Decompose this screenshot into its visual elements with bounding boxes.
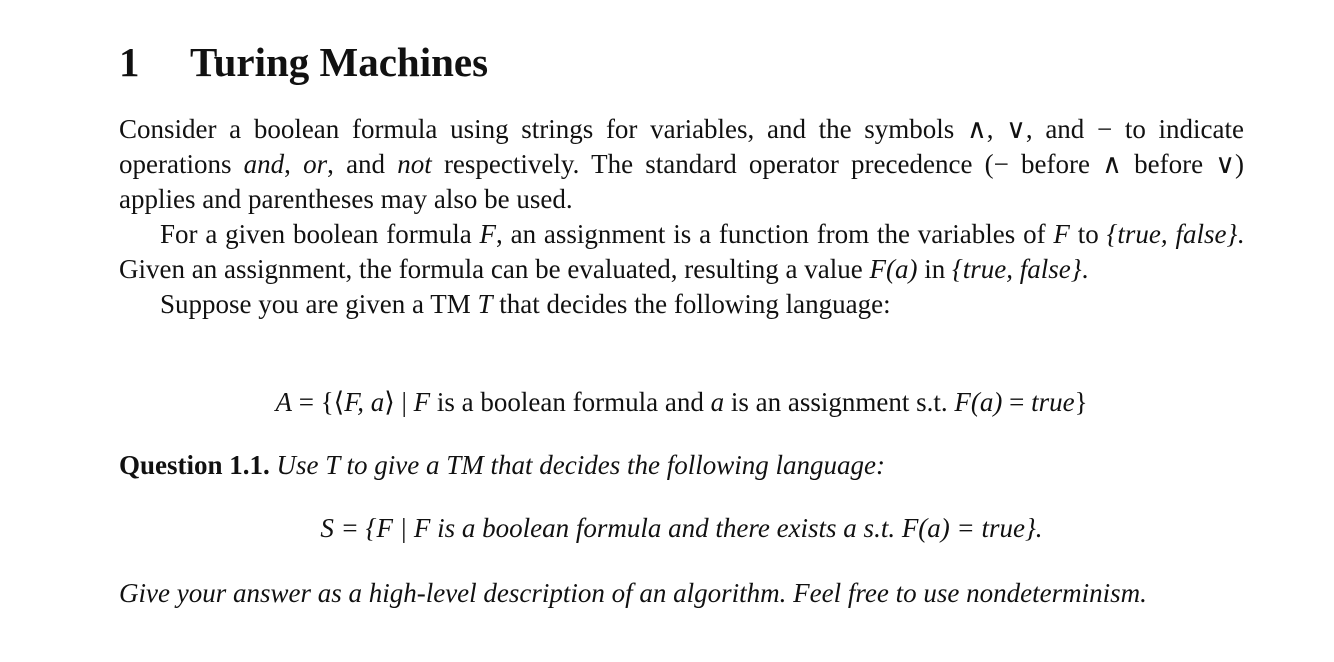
- language-A-equation: [119, 385, 1244, 420]
- equation-part: is an assignment s.t.: [724, 387, 955, 417]
- assignment-paragraph: [119, 217, 1244, 287]
- and-word: and: [243, 149, 285, 179]
- intro-body: [119, 112, 1244, 322]
- assignment-text: .: [1081, 254, 1089, 284]
- intro-separator: ,: [284, 149, 304, 179]
- question-statement: [119, 448, 1244, 483]
- instructions-text: Give your answer as a high-level description of an algorithm. Feel free to use nondeterminism.: [119, 578, 1147, 608]
- section-heading: [119, 38, 488, 86]
- language-S-text: S = {F | F is a boolean formula and there exists a s.t. F(a) = true}.: [320, 513, 1043, 543]
- intro-text: Consider a boolean formula using strings for variables, and the symbols ∧, ∨, and − to indicate operations: [119, 114, 1244, 179]
- intro-text: respectively. The standard operator precedence (− before ∧ before ∨) applies and parentheses may also be used.: [119, 149, 1244, 214]
- equation-part: is a boolean formula and: [430, 387, 711, 417]
- question-text: Use T to give a TM that decides the following language:: [276, 450, 885, 480]
- math-F: F: [1053, 219, 1070, 249]
- question-label: Question 1.1.: [119, 450, 270, 480]
- tm-paragraph: [119, 287, 1244, 322]
- math-F-of-a: F(a): [954, 387, 1003, 417]
- tm-text: that decides the following language:: [492, 289, 891, 319]
- intro-paragraph: [119, 112, 1244, 217]
- math-a: a: [710, 387, 725, 417]
- math-true: true: [1031, 387, 1075, 417]
- assignment-text: in: [917, 254, 952, 284]
- math-T: T: [477, 289, 493, 319]
- or-word: or: [303, 149, 328, 179]
- section-title: Turing Machines: [190, 39, 489, 85]
- math-truth-set: {true, false}: [1106, 219, 1238, 249]
- tm-text: Suppose you are given a TM: [160, 289, 478, 319]
- assignment-text: , an assignment is a function from the variables of: [496, 219, 1054, 249]
- math-truth-set: {true, false}: [952, 254, 1082, 284]
- math-F-of-a: F(a): [869, 254, 918, 284]
- equation-part: =: [1002, 387, 1032, 417]
- math-F: F: [479, 219, 497, 249]
- math-A: A: [275, 387, 292, 417]
- not-word: not: [397, 149, 432, 179]
- assignment-text: For a given boolean formula: [160, 219, 480, 249]
- assignment-text: . Given an assignment, the formula can be evaluated, resulting a value: [119, 219, 1244, 284]
- equation-part: }: [1074, 387, 1088, 417]
- equation-part: ⟩ |: [384, 387, 414, 417]
- language-S-equation: [119, 511, 1244, 546]
- instructions: [119, 576, 1244, 611]
- section-number: 1: [119, 39, 140, 85]
- math-F-a: F, a: [344, 387, 385, 417]
- equation-part: = {⟨: [291, 387, 345, 417]
- assignment-text: to: [1069, 219, 1107, 249]
- intro-separator: , and: [327, 149, 398, 179]
- math-F: F: [413, 387, 431, 417]
